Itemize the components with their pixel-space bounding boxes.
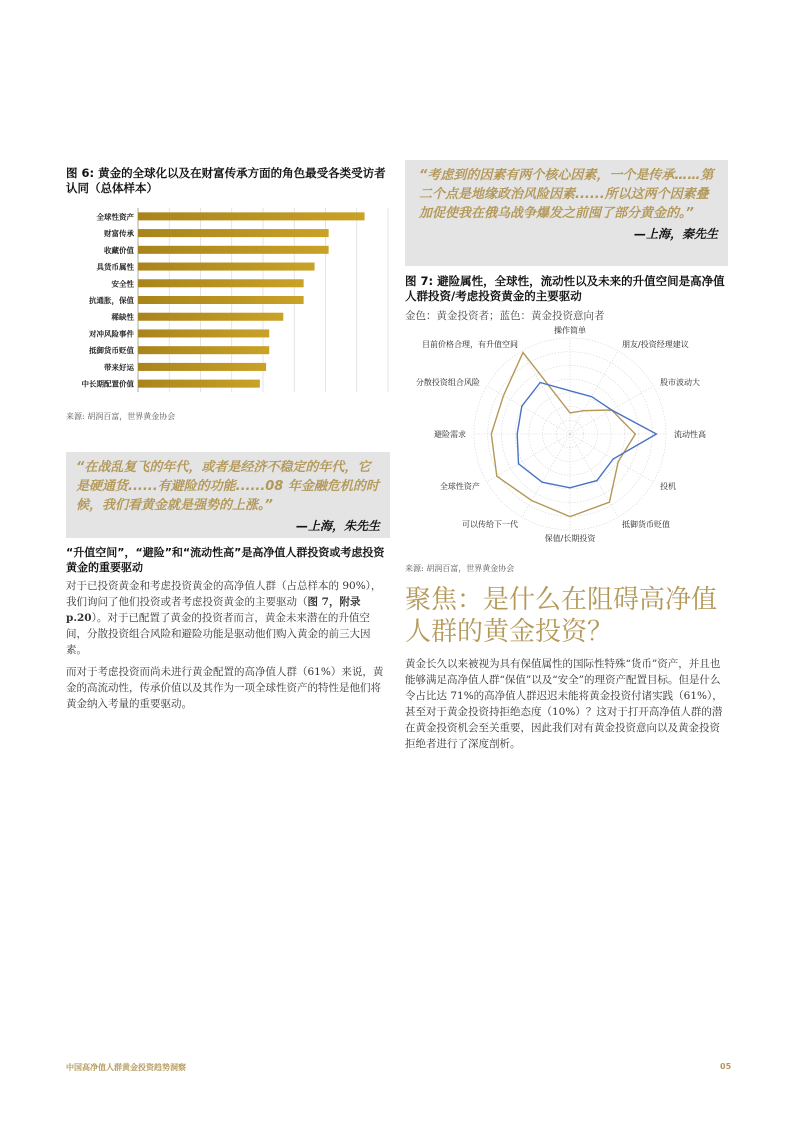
radar-axis-label: 避险需求 bbox=[434, 430, 466, 439]
quote-author: —上海，朱先生 bbox=[295, 519, 380, 533]
figure-7-radar-chart bbox=[400, 322, 730, 558]
bar-category-label: 带来好运 bbox=[104, 362, 134, 372]
radar-axis-label: 朋友/投资经理建议 bbox=[622, 339, 689, 349]
focus-paragraph: 黄金长久以来被视为具有保值属性的国际性特殊“货币”资产，并且也能够满足高净值人群“保值”以及“安全”的理资产配置目标。但是什么令占比达 71%的高净值人群迟迟未能将黄金投资付诸实践（61%），甚至对于黄金投资持拒绝态度（10%）？这对于打开高净值人群的潜在黄金投资机会至关重要，因此我们对有黄金投资意向以及黄金投资拒绝者进行了深度剖析。 bbox=[405, 658, 723, 750]
quote-text: “在战乱复飞的年代，或者是经济不稳定的年代，它是硬通货......有避险的功能......08 年金融危机的时候，我们看黄金就是强势的上涨。” bbox=[76, 460, 379, 513]
bar bbox=[138, 380, 260, 388]
radar-axis-label: 股市波动大 bbox=[660, 378, 701, 387]
figure-6-title: 图 6: 黄金的全球化以及在财富传承方面的角色最受各类受访者认同（总体样本） bbox=[66, 166, 386, 195]
paragraph-text: ）。对于已配置了黄金的投资者而言，黄金未来潜在的升值空间，分散投资组合风险和避险功能是驱动他们购入黄金的前三大因素。 bbox=[66, 612, 371, 656]
section-drivers bbox=[66, 545, 390, 712]
radar-axis-label: 分散投资组合风险 bbox=[415, 378, 480, 387]
footer-title: 中国高净值人群黄金投资趋势洞察 bbox=[66, 1063, 186, 1072]
bar-category-label: 抗通胀，保值 bbox=[89, 296, 134, 305]
bar bbox=[138, 212, 365, 220]
radar-spoke bbox=[487, 434, 570, 482]
focus-heading: 聚焦：是什么在阻碍高净值人群的黄金投资？ bbox=[405, 585, 718, 647]
bar bbox=[138, 229, 329, 237]
bar-category-label: 收藏价值 bbox=[104, 245, 134, 255]
paragraph-text: 对于已投资黄金和考虑投资黄金的高净值人群（占总样本的 90%），我们询问了他们投资或者考虑投资黄金的主要驱动（ bbox=[66, 580, 382, 608]
quote-box-zhu bbox=[66, 452, 390, 538]
section-heading: “升值空间”，“避险”和“流动性高”是高净值人群投资或考虑投资黄金的重要驱动 bbox=[66, 546, 385, 574]
radar-spoke bbox=[570, 434, 618, 517]
bar-category-label: 中长期配置价值 bbox=[81, 379, 134, 389]
radar-spoke bbox=[522, 351, 570, 434]
bar bbox=[138, 346, 269, 354]
bar bbox=[138, 296, 304, 304]
radar-axis-label: 可以传给下一代 bbox=[462, 520, 518, 530]
bar bbox=[138, 279, 304, 287]
paragraph-1 bbox=[66, 578, 390, 658]
bar-category-label: 对冲风险事件 bbox=[89, 329, 134, 339]
bar-category-label: 财富传承 bbox=[104, 229, 134, 239]
radar-axis-label: 投机 bbox=[660, 482, 677, 491]
radar-spoke bbox=[522, 434, 570, 517]
quote-text: “考虑到的因素有两个核心因素，一个是传承……第二个点是地缘政治风险因素......所以这两个因素叠加促使我在俄乌战争爆发之前囤了部分黄金的。” bbox=[419, 168, 714, 221]
bar bbox=[138, 313, 283, 321]
radar-axis-label: 保值/长期投资 bbox=[544, 534, 596, 543]
radar-spoke bbox=[570, 434, 653, 482]
appendix-reference: 图 7，附录 p.20 bbox=[66, 596, 361, 624]
figure-6-source: 来源: 胡润百富，世界黄金协会 bbox=[66, 412, 176, 421]
radar-axis-label: 目前价格合理，有升值空间 bbox=[422, 339, 518, 349]
section-focus bbox=[405, 584, 730, 752]
figure-6-bar-chart bbox=[60, 204, 390, 396]
page-number: 05 bbox=[720, 1062, 732, 1071]
bar-category-label: 抵御货币贬值 bbox=[89, 346, 134, 356]
paragraph-2: 而对于考虑投资而尚未进行黄金配置的高净值人群（61%）来说，黄金的高流动性，传承价值以及其作为一项全球性资产的特性是他们将黄金纳入考量的重要驱动。 bbox=[66, 666, 384, 710]
radar-axis-label: 全球性资产 bbox=[439, 482, 480, 491]
bar bbox=[138, 329, 269, 337]
bar bbox=[138, 263, 315, 271]
bar-category-label: 具货币属性 bbox=[96, 262, 134, 272]
bar-category-label: 安全性 bbox=[111, 279, 134, 289]
figure-7-source: 来源: 胡润百富，世界黄金协会 bbox=[405, 564, 515, 573]
figure-7-title: 图 7: 避险属性，全球性，流动性以及未来的升值空间是高净值人群投资/考虑投资黄金的主要驱动 bbox=[405, 274, 725, 303]
radar-axis-label: 操作简单 bbox=[554, 326, 586, 335]
bar bbox=[138, 363, 266, 371]
bar-category-label: 全球性资产 bbox=[96, 212, 134, 222]
radar-axis-label: 流动性高 bbox=[674, 430, 706, 439]
figure-7-legend-note: 金色：黄金投资者；蓝色：黄金投资意向者 bbox=[405, 310, 605, 322]
radar-series-line bbox=[491, 353, 635, 517]
bar bbox=[138, 246, 329, 254]
quote-box-qin bbox=[405, 160, 728, 266]
bar-category-label: 稀缺性 bbox=[111, 312, 134, 322]
radar-axis-label: 抵御货币贬值 bbox=[622, 520, 670, 530]
quote-author: —上海，秦先生 bbox=[633, 227, 718, 241]
